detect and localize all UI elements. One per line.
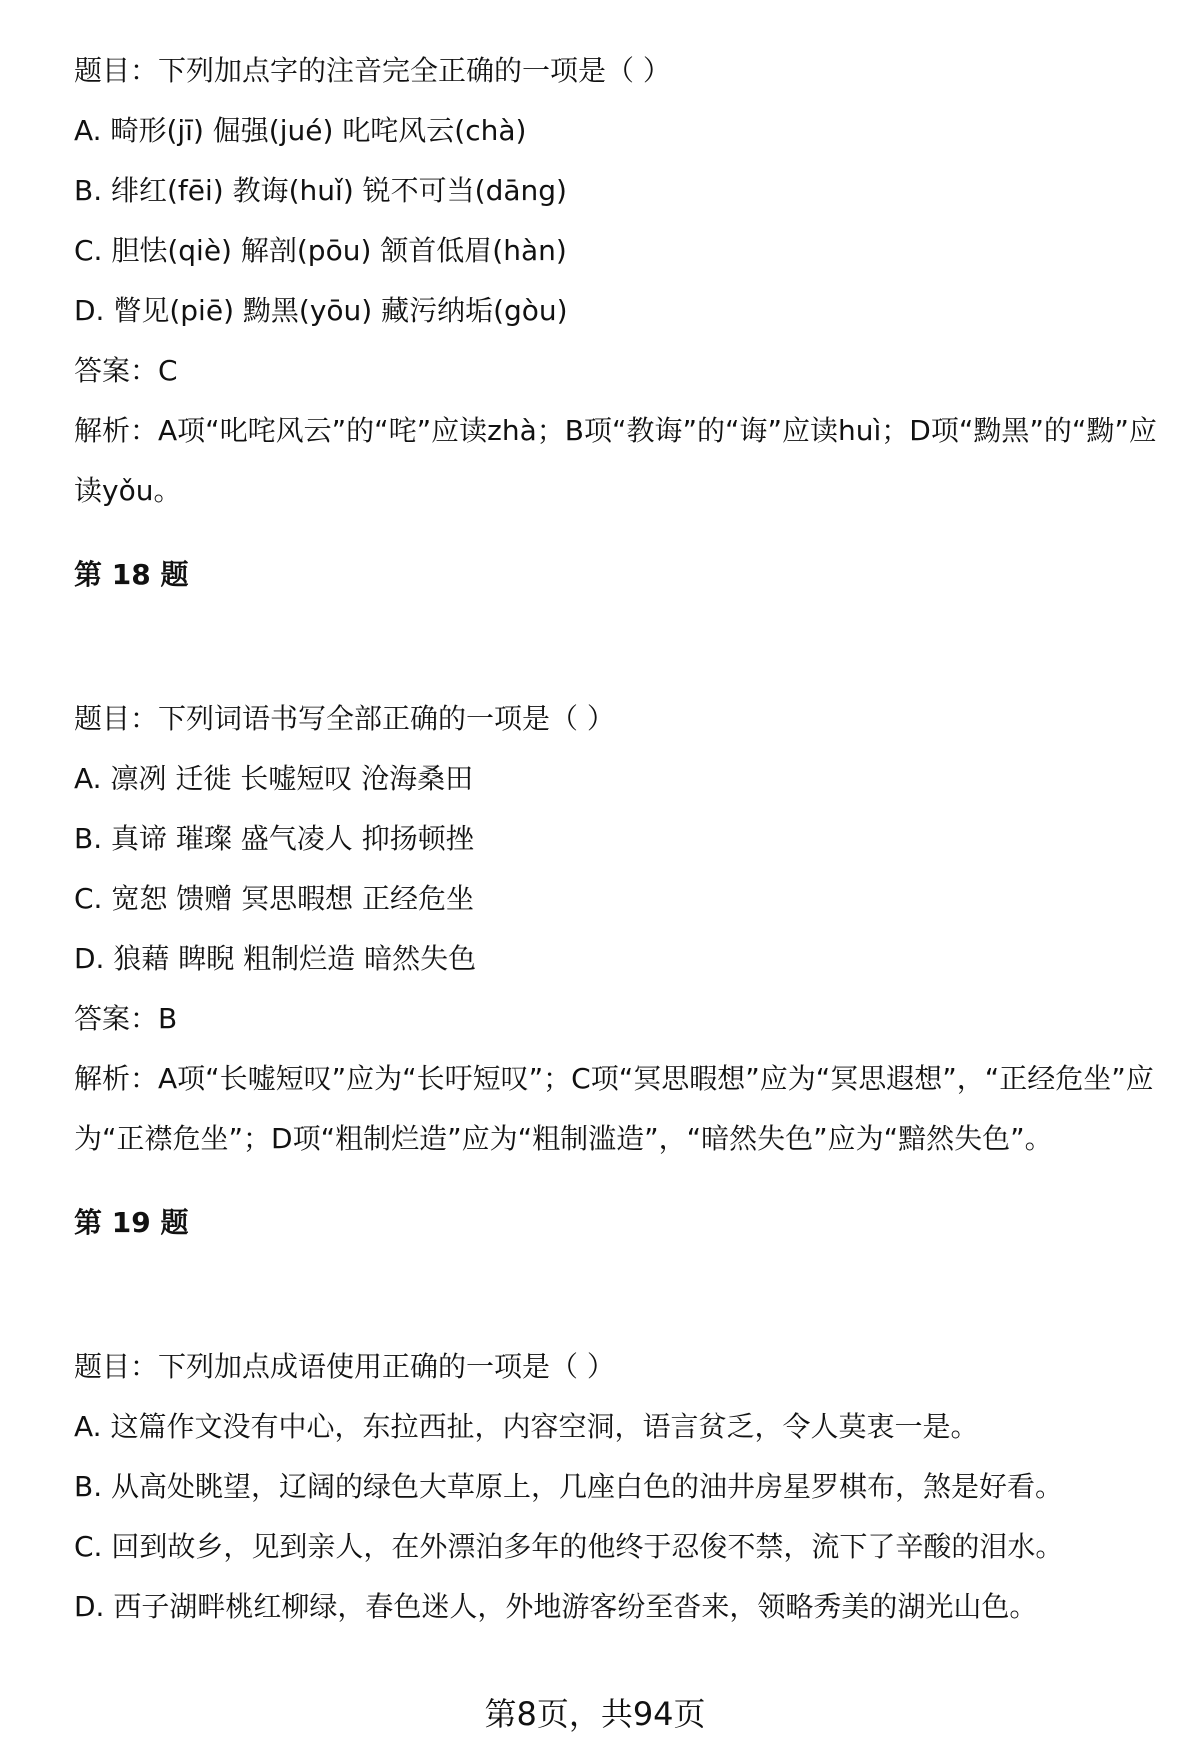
question-17-option-b: B. 绯红(fēi) 教诲(huǐ) 锐不可当(dāng) [74,174,567,207]
question-18-option-b: B. 真谛 璀璨 盛气凌人 抑扬顿挫 [74,822,474,855]
question-18-option-a: A. 凛冽 迁徙 长嘘短叹 沧海桑田 [74,762,474,795]
question-18-heading: 第 18 题 [74,558,189,591]
question-19 [74,1337,1184,1637]
question-18-analysis: 解析：A项“长嘘短叹”应为“长吁短叹”；C项“冥思暇想”应为“冥思遐想”，“正经危坐”应为“正襟危坐”；D项“粗制烂造”应为“粗制滥造”，“暗然失色”应为“黯然失色”。 [74,1062,1154,1155]
question-17-option-a: A. 畸形(jī) 倔强(jué) 叱咤风云(chà) [74,114,527,147]
question-19-option-a: A. 这篇作文没有中心，东拉西扯，内容空洞，语言贫乏，令人莫衷一是。 [74,1410,979,1443]
question-17-stem: 题目：下列加点字的注音完全正确的一项是（ ） [74,54,671,87]
question-18 [74,689,1184,1169]
question-18-option-d: D. 狼藉 睥睨 粗制烂造 暗然失色 [74,942,477,975]
question-18-option-c: C. 宽恕 馈赠 冥思暇想 正经危坐 [74,882,475,915]
question-17 [74,0,1184,521]
question-17-answer: 答案：C [74,354,178,387]
question-19-option-d: D. 西子湖畔桃红柳绿，春色迷人，外地游客纷至沓来，领略秀美的湖光山色。 [74,1590,1038,1623]
question-19-option-b: B. 从高处眺望，辽阔的绿色大草原上，几座白色的油井房星罗棋布，煞是好看。 [74,1470,1064,1503]
question-19-option-c: C. 回到故乡，见到亲人，在外漂泊多年的他终于忍俊不禁，流下了辛酸的泪水。 [74,1530,1064,1563]
question-18-stem: 题目：下列词语书写全部正确的一项是（ ） [74,702,615,735]
question-17-option-d: D. 瞥见(piē) 黝黑(yōu) 藏污纳垢(gòu) [74,294,568,327]
question-17-option-c: C. 胆怯(qiè) 解剖(pōu) 颔首低眉(hàn) [74,234,567,267]
content [74,0,1184,1637]
question-19-heading: 第 19 题 [74,1206,189,1239]
question-17-analysis: 解析：A项“叱咤风云”的“咤”应读zhà；B项“教诲”的“诲”应读huì；D项“黝黑”的“黝”应读yǒu。 [74,414,1157,507]
question-19-stem: 题目：下列加点成语使用正确的一项是（ ） [74,1350,615,1383]
question-18-answer: 答案：B [74,1002,178,1035]
page-number: 第8页，共94页 [484,1695,706,1733]
